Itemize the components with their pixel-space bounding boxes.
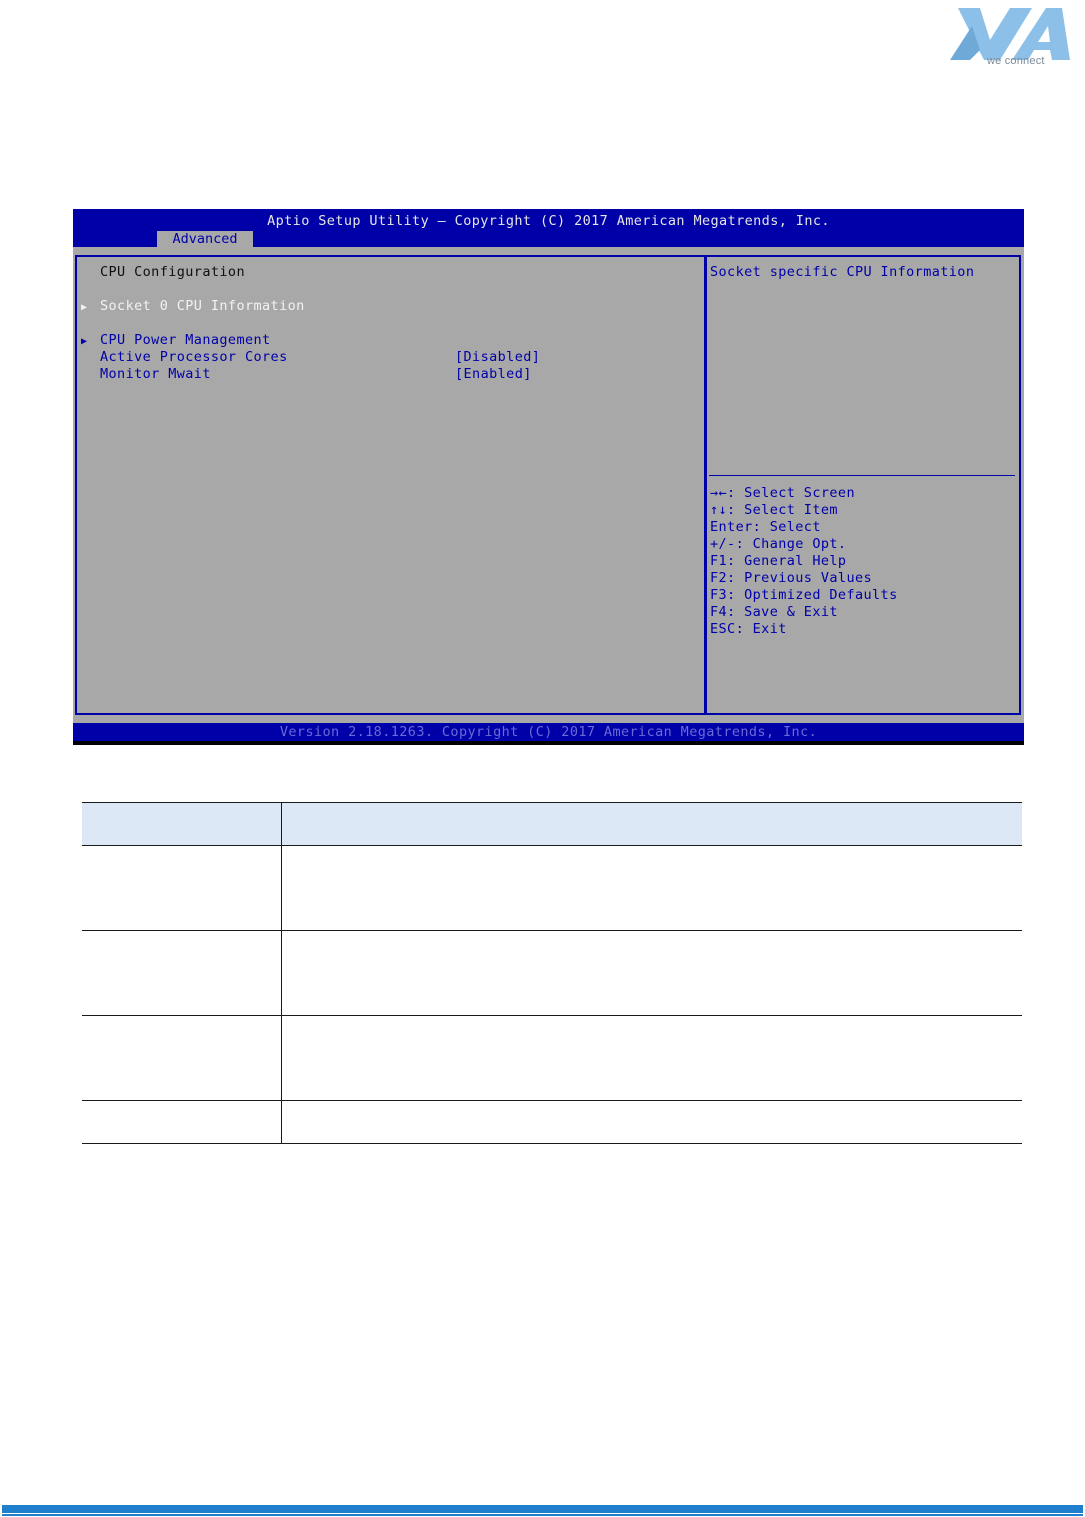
table-cell <box>82 1016 282 1101</box>
page-footer-bar <box>2 1505 1083 1513</box>
active-processor-cores-value[interactable]: [Disabled] <box>455 349 541 365</box>
key-help-enter: Enter: Select <box>710 519 821 535</box>
table-row <box>82 1101 1022 1144</box>
table-cell <box>282 931 1023 1016</box>
table-cell <box>282 1101 1023 1144</box>
table-row <box>82 1016 1022 1101</box>
table-cell <box>82 1101 282 1144</box>
bios-header <box>73 209 1024 247</box>
logo-tagline: we connect <box>987 55 1045 67</box>
menu-item-socket-cpu-info[interactable]: Socket 0 CPU Information <box>100 298 305 314</box>
table-cell <box>82 931 282 1016</box>
bios-version-text: Version 2.18.1263. Copyright (C) 2017 American Megatrends, Inc. <box>279 724 818 740</box>
key-help-f1: F1: General Help <box>710 553 847 569</box>
key-help-f3: F3: Optimized Defaults <box>710 587 898 603</box>
key-help-esc: ESC: Exit <box>710 621 787 637</box>
bios-footer <box>73 723 1024 741</box>
settings-description-table <box>82 802 1022 1144</box>
monitor-mwait-value[interactable]: [Enabled] <box>455 366 532 382</box>
key-help-change-opt: +/-: Change Opt. <box>710 536 847 552</box>
table-header-cell <box>82 803 282 846</box>
page-footer-line <box>2 1514 1083 1516</box>
table-cell <box>282 846 1023 931</box>
table-row <box>82 846 1022 931</box>
table-row <box>82 931 1022 1016</box>
menu-item-cpu-power-management[interactable]: CPU Power Management <box>100 332 271 348</box>
table-header-cell <box>282 803 1023 846</box>
bios-screen <box>73 209 1024 745</box>
key-help-select-item: ↑↓: Select Item <box>710 502 838 518</box>
table-cell <box>82 846 282 931</box>
submenu-arrow-icon: ▶ <box>81 336 88 347</box>
key-help-f2: F2: Previous Values <box>710 570 873 586</box>
menu-item-active-processor-cores[interactable]: Active Processor Cores <box>100 349 288 365</box>
help-divider <box>709 475 1015 476</box>
bios-body <box>73 247 1024 723</box>
help-description: Socket specific CPU Information <box>710 264 975 280</box>
section-title: CPU Configuration <box>100 264 245 280</box>
table-header-row <box>82 803 1022 846</box>
key-help-select-screen: →←: Select Screen <box>710 485 855 501</box>
submenu-arrow-icon: ▶ <box>81 302 88 313</box>
table-cell <box>282 1016 1023 1101</box>
tab-advanced[interactable]: Advanced <box>157 231 253 247</box>
key-help-f4: F4: Save & Exit <box>710 604 838 620</box>
bios-title: Aptio Setup Utility – Copyright (C) 2017 American Megatrends, Inc. <box>267 213 830 229</box>
menu-item-monitor-mwait[interactable]: Monitor Mwait <box>100 366 211 382</box>
settings-panel <box>75 255 707 715</box>
